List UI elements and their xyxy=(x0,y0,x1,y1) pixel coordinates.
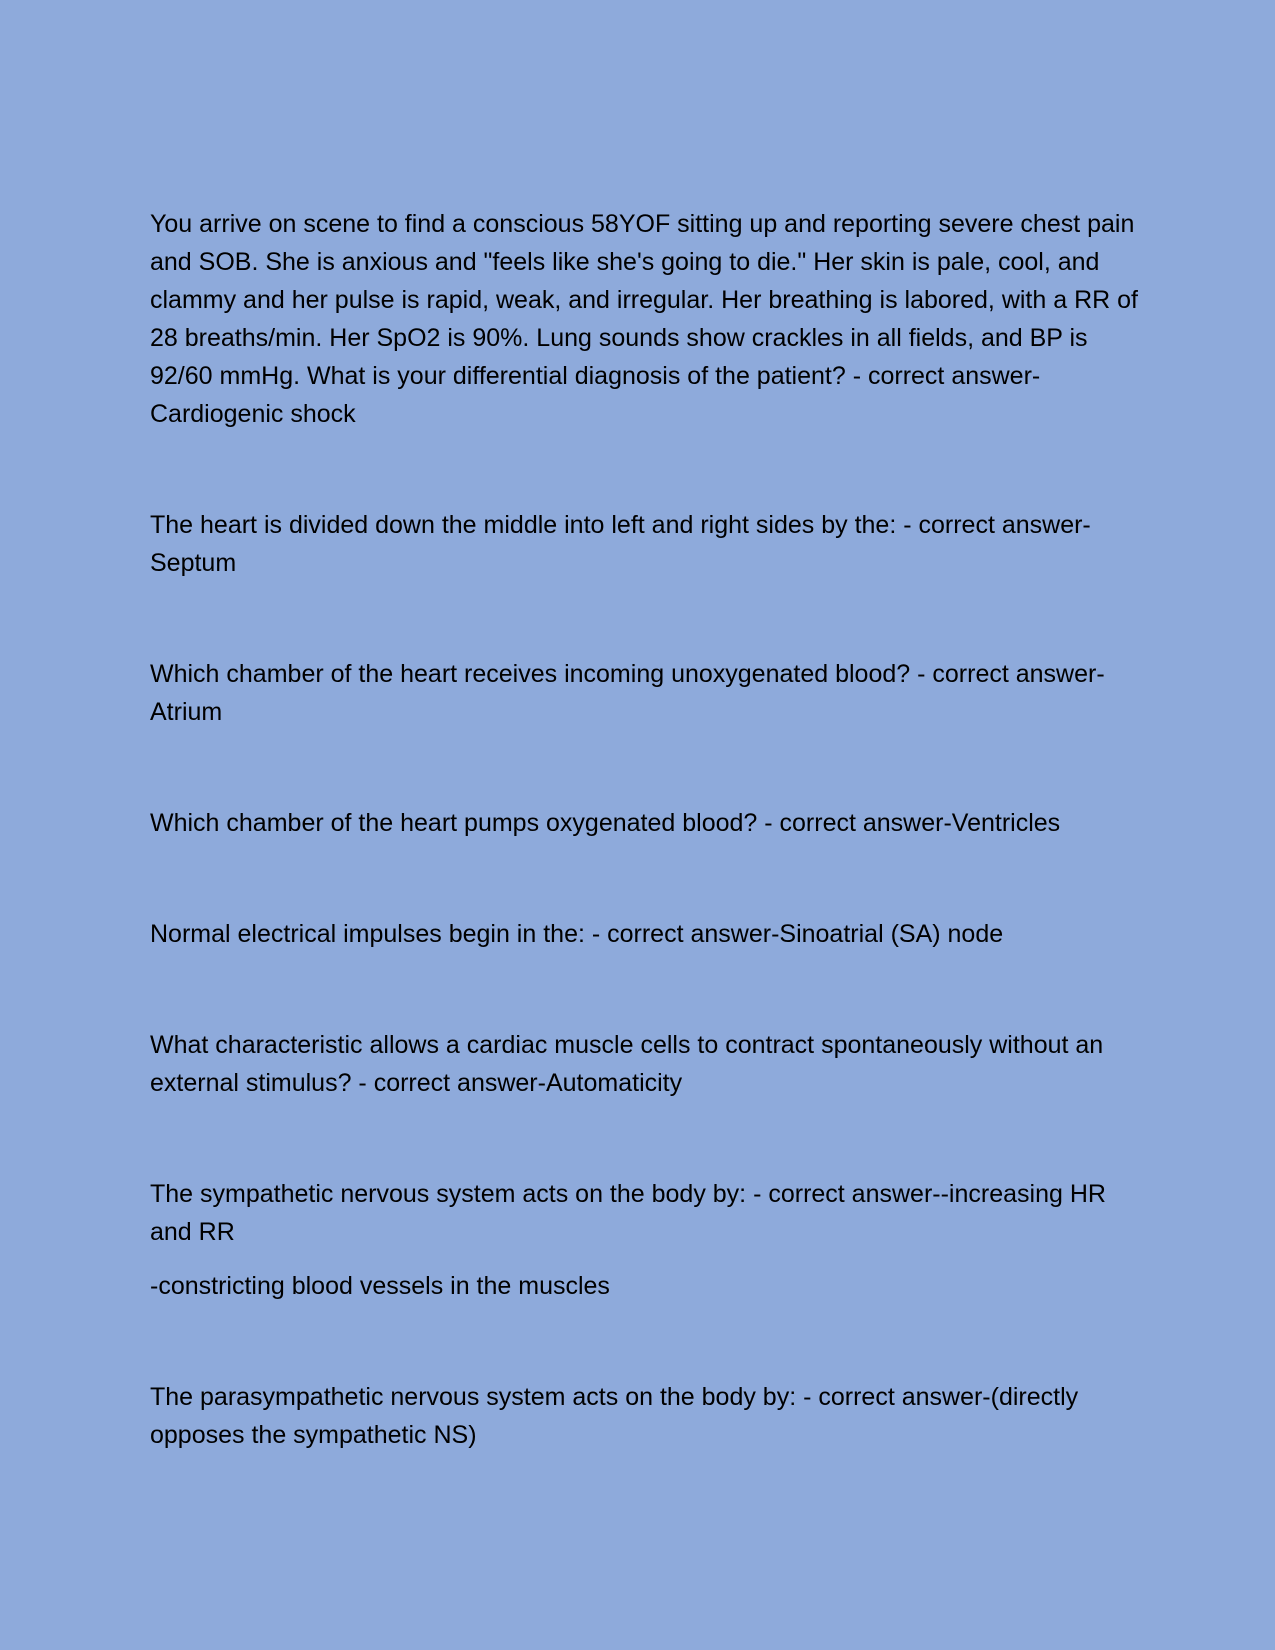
qa-item-cardiogenic-shock xyxy=(150,205,1150,433)
qa-item-sa-node xyxy=(150,915,1150,953)
qa-text: What characteristic allows a cardiac muscle cells to contract spontaneously without an external stimulus? - correct answer-Automaticity xyxy=(150,1031,1104,1097)
qa-text: The parasympathetic nervous system acts on the body by: - correct answer-(directly opposes the sympathetic NS) xyxy=(150,1383,1079,1449)
qa-text: Which chamber of the heart receives incoming unoxygenated blood? - correct answer-Atrium xyxy=(150,660,1105,726)
qa-text: The heart is divided down the middle into left and right sides by the: - correct answer-Septum xyxy=(150,511,1091,577)
qa-item-sympathetic xyxy=(150,1175,1150,1305)
qa-item-atrium xyxy=(150,655,1150,731)
qa-item-parasympathetic xyxy=(150,1378,1150,1454)
qa-item-ventricles xyxy=(150,804,1150,842)
qa-text: The sympathetic nervous system acts on the body by: - correct answer--increasing HR and RR xyxy=(150,1180,1106,1246)
qa-text: Normal electrical impulses begin in the: - correct answer-Sinoatrial (SA) node xyxy=(150,920,1004,948)
qa-item-septum xyxy=(150,506,1150,582)
question-answer-list xyxy=(150,205,1150,1454)
qa-extra-text: -constricting blood vessels in the muscles xyxy=(150,1272,610,1300)
qa-item-automaticity xyxy=(150,1026,1150,1102)
qa-text: You arrive on scene to find a conscious 58YOF sitting up and reporting severe chest pain and SOB. She is anxious and "feels like she's going to die." Her skin is pale, cool, and clammy and her pulse is rapid, weak, and irregular. Her breathing is labored, with a RR of 28 breaths/min. Her SpO2 is 90%. Lung sounds show crackles in all fields, and BP is 92/60 mmHg. What is your differential diagnosis of the patient? - correct answer-Cardiogenic shock xyxy=(150,210,1138,428)
qa-text: Which chamber of the heart pumps oxygenated blood? - correct answer-Ventricles xyxy=(150,809,1061,837)
